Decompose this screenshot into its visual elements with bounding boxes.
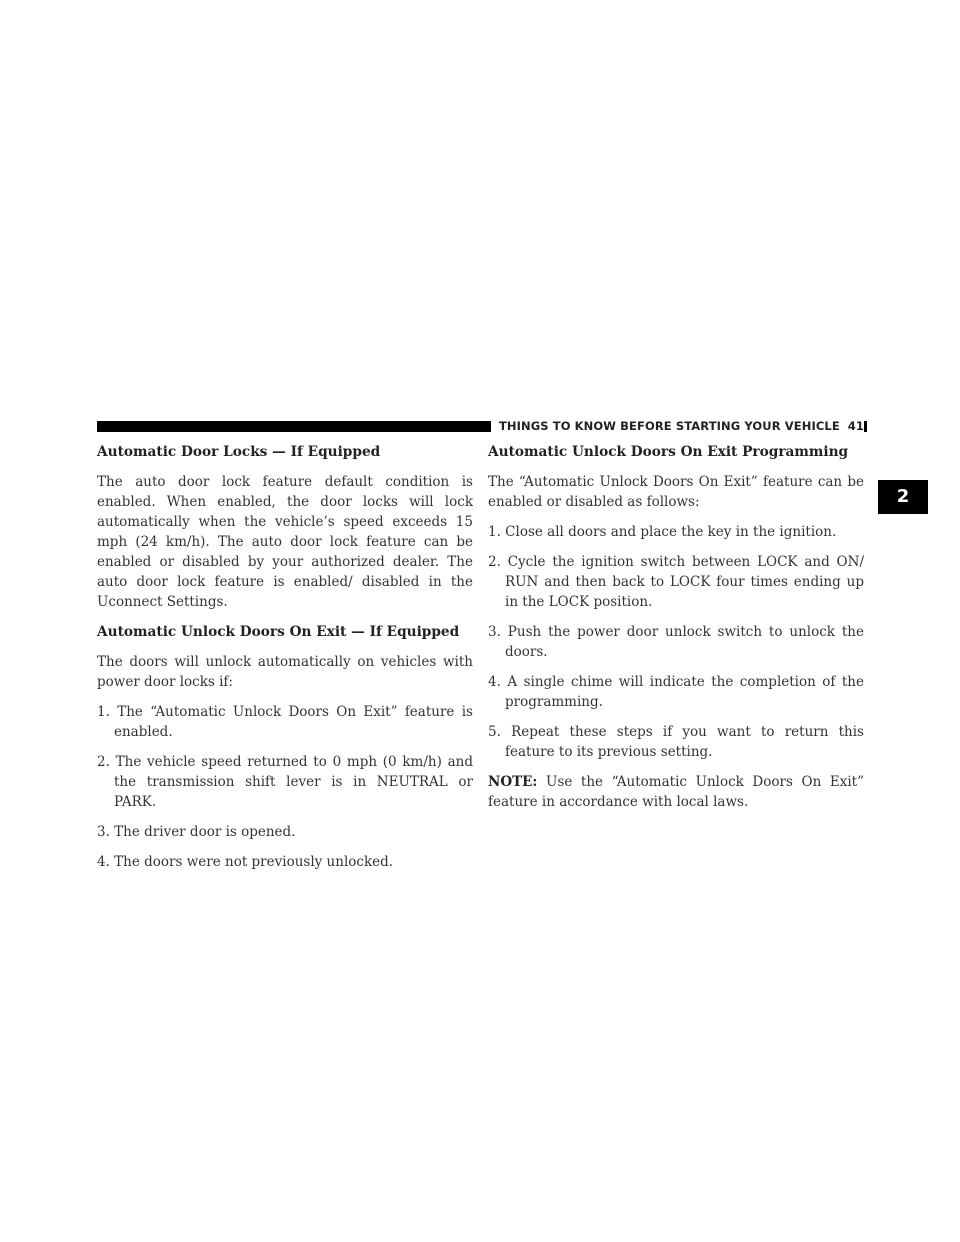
list-item: 1. Close all doors and place the key in the ignition. — [488, 524, 837, 540]
note-text: Use the “Automatic Unlock Doors On Exit” feature in accordance with local laws. — [488, 774, 864, 810]
section-heading-programming: Automatic Unlock Doors On Exit Programming — [488, 444, 849, 460]
section-heading-unlock-on-exit: Automatic Unlock Doors On Exit — If Equipped — [97, 624, 460, 640]
section-body-auto-door-locks: The auto door lock feature default condition is enabled. When enabled, the door locks will lock automatically when the vehicle’s speed exceeds 15 mph (24 km/h). The auto door lock feature can be enabled or disabled by your authorized dealer. The auto door lock feature is enabled/ disabled in the Uconnect Settings. — [97, 474, 473, 610]
section-heading-auto-door-locks: Automatic Door Locks — If Equipped — [97, 444, 381, 460]
page-number: 41 — [847, 419, 864, 433]
note-paragraph — [488, 772, 864, 812]
chapter-tab: 2 — [878, 480, 928, 514]
note-label: NOTE: — [488, 774, 538, 790]
list-item: 4. A single chime will indicate the completion of the programming. — [488, 674, 864, 710]
list-item: 3. Push the power door unlock switch to unlock the doors. — [488, 624, 864, 660]
header-title: THINGS TO KNOW BEFORE STARTING YOUR VEHICLE — [498, 419, 840, 433]
list-item: 2. The vehicle speed returned to 0 mph (0 km/h) and the transmission shift lever is in NEUTRAL or PARK. — [97, 754, 473, 810]
list-item: 2. Cycle the ignition switch between LOCK and ON/ RUN and then back to LOCK four times ending up in the LOCK position. — [488, 554, 864, 610]
left-column — [97, 442, 473, 882]
list-item: 5. Repeat these steps if you want to return this feature to its previous setting. — [488, 724, 864, 760]
list-item: 4. The doors were not previously unlocked. — [97, 854, 394, 870]
list-item: 1. The “Automatic Unlock Doors On Exit” feature is enabled. — [97, 704, 473, 740]
list-item: 3. The driver door is opened. — [97, 824, 296, 840]
section-intro-unlock-on-exit: The doors will unlock automatically on vehicles with power door locks if: — [97, 654, 473, 690]
section-intro-programming: The “Automatic Unlock Doors On Exit” feature can be enabled or disabled as follows: — [488, 474, 864, 510]
running-header — [491, 416, 864, 436]
right-column — [488, 442, 864, 822]
